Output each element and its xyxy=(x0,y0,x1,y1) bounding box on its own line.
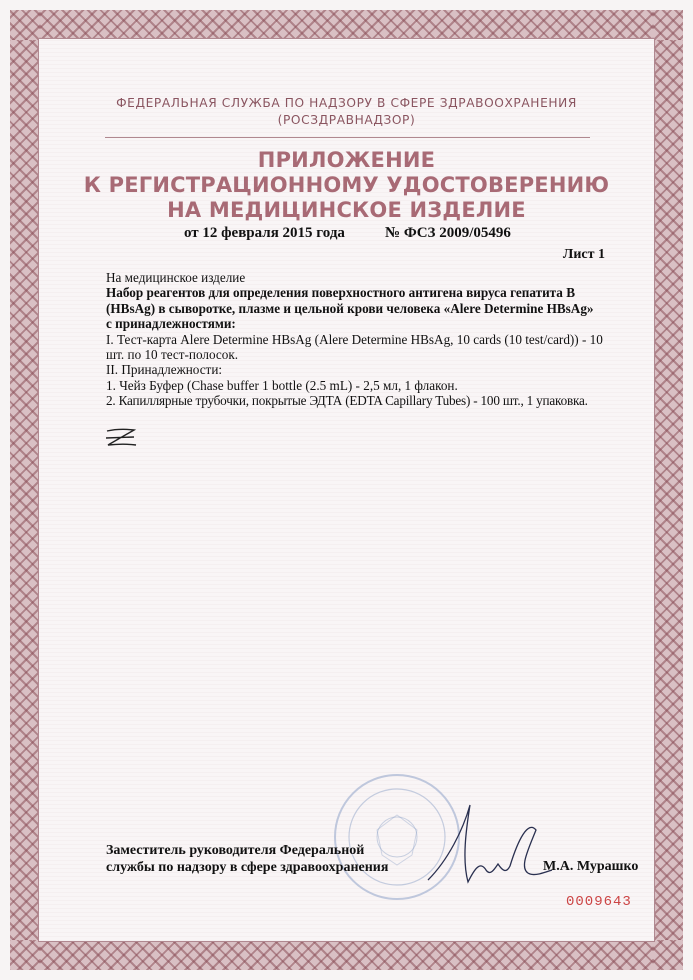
agency-name: ФЕДЕРАЛЬНАЯ СЛУЖБА ПО НАДЗОРУ В СФЕРЕ ЗДРАВООХРАНЕНИЯ xyxy=(116,96,577,110)
z-end-mark xyxy=(104,427,138,449)
header-divider xyxy=(105,137,590,138)
product-name-line3: с принадлежностями: xyxy=(106,316,236,332)
document-title-line3: НА МЕДИЦИНСКОЕ ИЗДЕЛИЕ xyxy=(167,198,526,222)
document-title-line2: К РЕГИСТРАЦИОННОМУ УДОСТОВЕРЕНИЮ xyxy=(83,173,610,197)
signer-title-line1: Заместитель руководителя Федеральной xyxy=(106,843,365,858)
signature-icon xyxy=(418,800,558,890)
item-1-line1: I. Тест-карта Alere Determine HBsAg (Alere Determine HBsAg, 10 cards (10 test/card)) - 10 xyxy=(106,331,603,347)
sheet-number: Лист 1 xyxy=(562,247,605,262)
item-1-line2: шт. по 10 тест-полосок. xyxy=(106,347,239,363)
registration-number: № ФСЗ 2009/05496 xyxy=(385,225,511,241)
product-name-line2: (HBsAg) в сыворотке, плазме и цельной крови человека «Alere Determine HBsAg» xyxy=(106,300,594,316)
signer-name: М.А. Мурашко xyxy=(543,859,639,874)
section-2-heading: II. Принадлежности: xyxy=(106,362,223,378)
document-body xyxy=(106,270,636,409)
accessory-1: 1. Чейз Буфер (Chase buffer 1 bottle (2.5 mL) - 2,5 мл, 1 флакон. xyxy=(106,377,458,393)
accessory-2: 2. Капиллярные трубочки, покрытые ЭДТА (EDTA Capillary Tubes) - 100 шт., 1 упаковка. xyxy=(106,393,588,409)
agency-abbreviation: (РОСЗДРАВНАДЗОР) xyxy=(277,113,416,127)
document-title-line1: ПРИЛОЖЕНИЕ xyxy=(257,148,436,172)
body-intro: На медицинское изделие xyxy=(106,270,246,285)
product-name-line1: Набор реагентов для определения поверхностного антигена вируса гепатита В xyxy=(106,285,575,301)
registration-date: от 12 февраля 2015 года xyxy=(184,225,345,241)
signer-title xyxy=(106,842,388,876)
serial-number: 0009643 xyxy=(566,894,632,910)
signer-title-line2: службы по надзору в сфере здравоохранения xyxy=(106,860,389,875)
